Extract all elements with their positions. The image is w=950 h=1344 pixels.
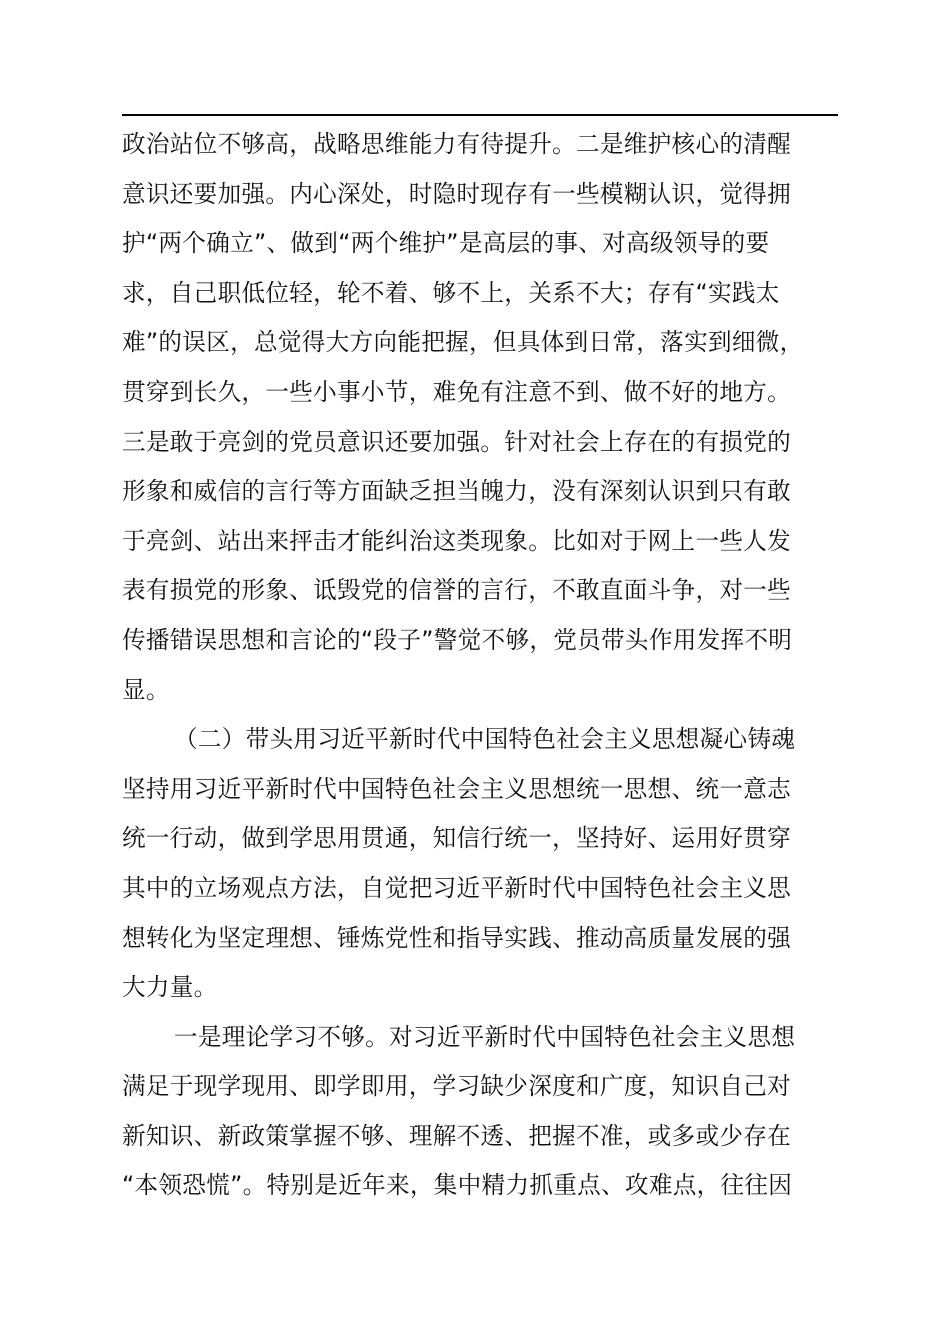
text-line: 显。 (122, 675, 170, 704)
text-line: 三是敢于亮剑的党员意识还要加强。针对社会上存在的有损党的 (122, 427, 792, 456)
section-heading: （二）带头用习近平新时代中国特色社会主义思想凝心铸魂 (174, 725, 796, 754)
document-body (122, 120, 838, 1211)
header-rule (122, 114, 838, 116)
text-line: 于亮剑、站出来抨击才能纠治这类现象。比如对于网上一些人发 (122, 526, 792, 555)
text-line: 形象和威信的言行等方面缺乏担当魄力，没有深刻认识到只有敢 (122, 477, 792, 506)
text-line: 新知识、新政策掌握不够、理解不透、把握不准，或多或少存在 (122, 1121, 792, 1150)
paragraph-start-line: 一是理论学习不够。对习近平新时代中国特色社会主义思想 (174, 1022, 796, 1051)
text-line: 意识还要加强。内心深处，时隐时现存有一些模糊认识，觉得拥 (122, 179, 792, 208)
text-line: 难”的误区，总觉得大方向能把握，但具体到日常，落实到细微， (122, 328, 804, 357)
text-line: 大力量。 (122, 973, 218, 1002)
text-line: 统一行动，做到学思用贯通，知信行统一，坚持好、运用好贯穿 (122, 824, 792, 853)
text-line: “本领恐慌”。特别是近年来，集中精力抓重点、攻难点，往往因 (122, 1171, 793, 1200)
text-line: 其中的立场观点方法，自觉把习近平新时代中国特色社会主义思 (122, 873, 792, 902)
text-line: 坚持用习近平新时代中国特色社会主义思想统一思想、统一意志 (122, 774, 792, 803)
text-line: 护“两个确立”、做到“两个维护”是高层的事、对高级领导的要 (122, 229, 770, 258)
text-line: 传播错误思想和言论的“段子”警觉不够，党员带头作用发挥不明 (122, 625, 793, 654)
text-line: 求，自己职低位轻，轮不着、够不上，关系不大；存有“实践太 (122, 278, 780, 307)
text-line: 表有损党的形象、诋毁党的信誉的言行，不敢直面斗争，对一些 (122, 576, 792, 605)
text-line: 想转化为坚定理想、锤炼党性和指导实践、推动高质量发展的强 (122, 923, 792, 952)
text-line: 贯穿到长久，一些小事小节，难免有注意不到、做不好的地方。 (122, 377, 792, 406)
text-line: 政治站位不够高，战略思维能力有待提升。二是维护核心的清醒 (122, 130, 792, 158)
text-line: 满足于现学现用、即学即用，学习缺少深度和广度，知识自己对 (122, 1072, 792, 1101)
